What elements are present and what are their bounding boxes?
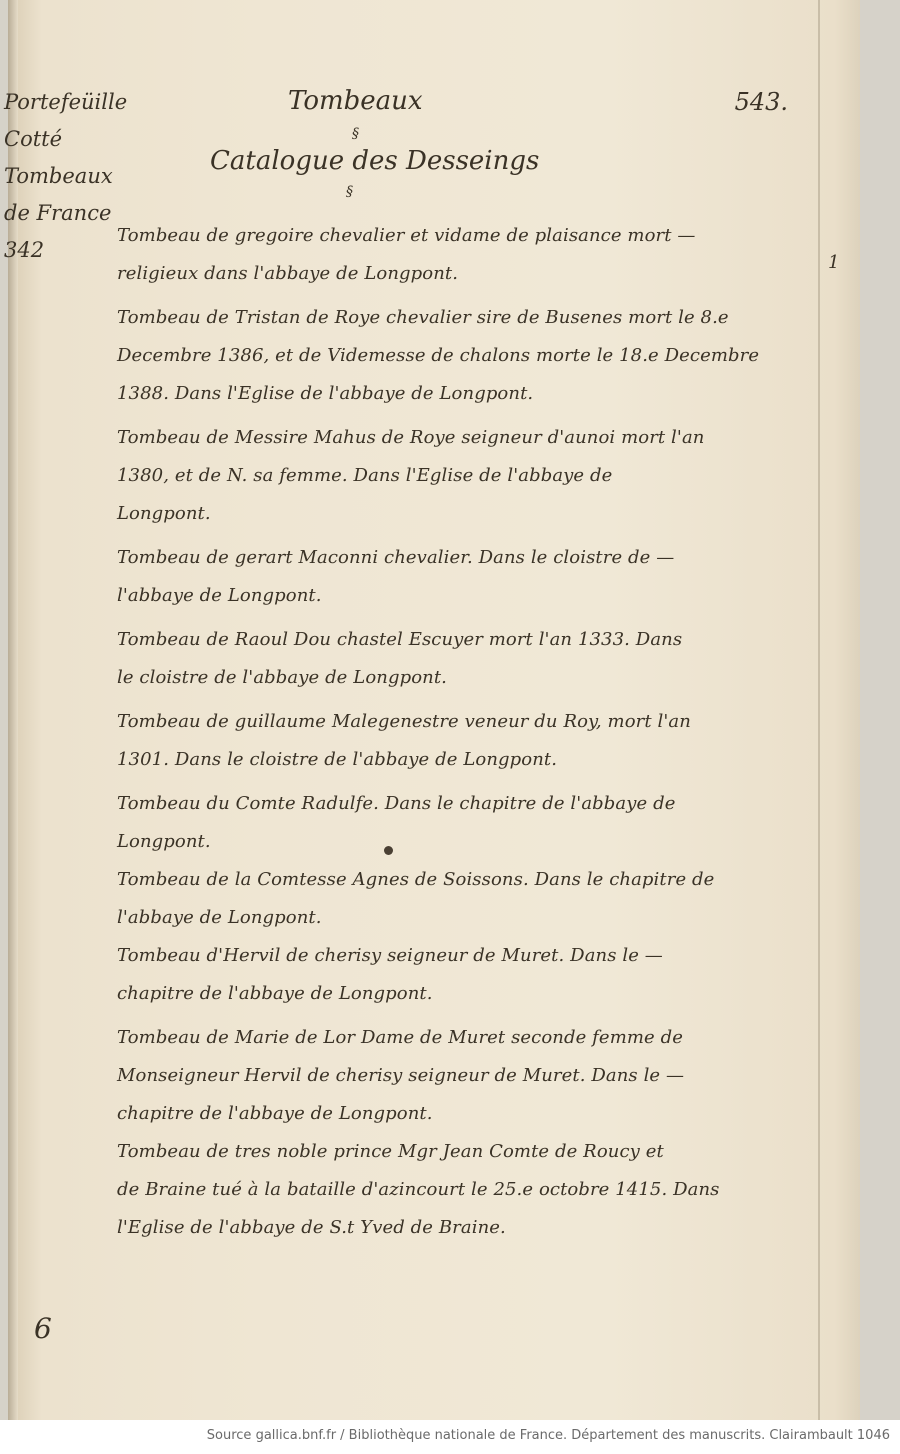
entry-line: Tombeau de Tristan de Roye chevalier sire de Busenes mort le 8.e [117,307,729,328]
entry-line: l'abbaye de Longpont. [117,585,322,606]
margin-note [4,84,127,269]
catalogue-entry [117,299,760,413]
entry-line: 1388. Dans l'Eglise de l'abbaye de Longpont. [117,383,534,404]
catalogue-entry [117,217,737,293]
entry-line: Longpont. [117,831,211,852]
entry-line: Tombeau d'Hervil de cherisy seigneur de Muret. Dans le — [117,945,663,966]
entry-line: religieux dans l'abbaye de Longpont. [117,263,459,284]
source-caption: Source gallica.bnf.fr / Bibliothèque nationale de France. Département des manuscrits. Clairambault 1046 [206,1428,890,1443]
catalogue-entry [117,937,737,1013]
catalogue-entry [117,1133,737,1247]
entry-line: Tombeau du Comte Radulfe. Dans le chapitre de l'abbaye de [117,793,676,814]
entry-line: chapitre de l'abbaye de Longpont. [117,983,433,1004]
catalogue-entry [117,621,737,697]
margin-note-line: Tombeaux [4,164,113,188]
entry-line: Tombeau de gregoire chevalier et vidame de plaisance mort — [117,225,696,246]
margin-note-line: de France [4,201,112,225]
margin-note-line: Cotté [4,127,63,151]
margin-tick: 1 [828,252,840,273]
entry-line: Tombeau de tres noble prince Mgr Jean Comte de Roucy et [117,1141,664,1162]
page-number: 6 [34,1312,52,1345]
entry-line: Decembre 1386, et de Videmesse de chalons morte le 18.e Decembre [117,345,760,366]
entry-line: Tombeau de Raoul Dou chastel Escuyer mort l'an 1333. Dans [117,629,683,650]
catalogue-entry [117,419,737,533]
catalogue-entry [117,861,737,937]
entry-line: Tombeau de guillaume Malegenestre veneur du Roy, mort l'an [117,711,691,732]
entry-line: chapitre de l'abbaye de Longpont. [117,1103,433,1124]
entry-line: 1380, et de N. sa femme. Dans l'Eglise de l'abbaye de [117,465,613,486]
entry-line: Tombeau de Marie de Lor Dame de Muret seconde femme de [117,1027,683,1048]
catalogue-entry [117,703,737,779]
section-mark: § [352,126,359,142]
page-subtitle: Catalogue des Desseings [210,146,540,176]
margin-note-line: 342 [4,238,45,262]
ink-blot [384,846,393,855]
entry-line: Longpont. [117,503,211,524]
catalogue-entry [117,785,737,861]
catalogue-entry [117,1019,737,1133]
entry-line: l'Eglise de l'abbaye de S.t Yved de Braine. [117,1217,506,1238]
catalogue-entry [117,539,737,615]
catalogue-entries [117,217,760,1247]
entry-line: 1301. Dans le cloistre de l'abbaye de Longpont. [117,749,558,770]
entry-line: le cloistre de l'abbaye de Longpont. [117,667,447,688]
entry-line: l'abbaye de Longpont. [117,907,322,928]
entry-line: Tombeau de la Comtesse Agnes de Soissons. Dans le chapitre de [117,869,715,890]
page-title: Tombeaux [288,86,423,116]
entry-line: Monseigneur Hervil de cherisy seigneur de Muret. Dans le — [117,1065,685,1086]
entry-line: Tombeau de gerart Maconni chevalier. Dans le cloistre de — [117,547,675,568]
entry-line: Tombeau de Messire Mahus de Roye seigneur d'aunoi mort l'an [117,427,705,448]
entry-line: de Braine tué à la bataille d'azincourt le 25.e octobre 1415. Dans [117,1179,720,1200]
margin-note-line: Portefeüille [4,90,128,114]
section-mark: § [346,184,353,200]
folio-number: 543. [734,88,788,116]
page-edge [818,0,820,1420]
